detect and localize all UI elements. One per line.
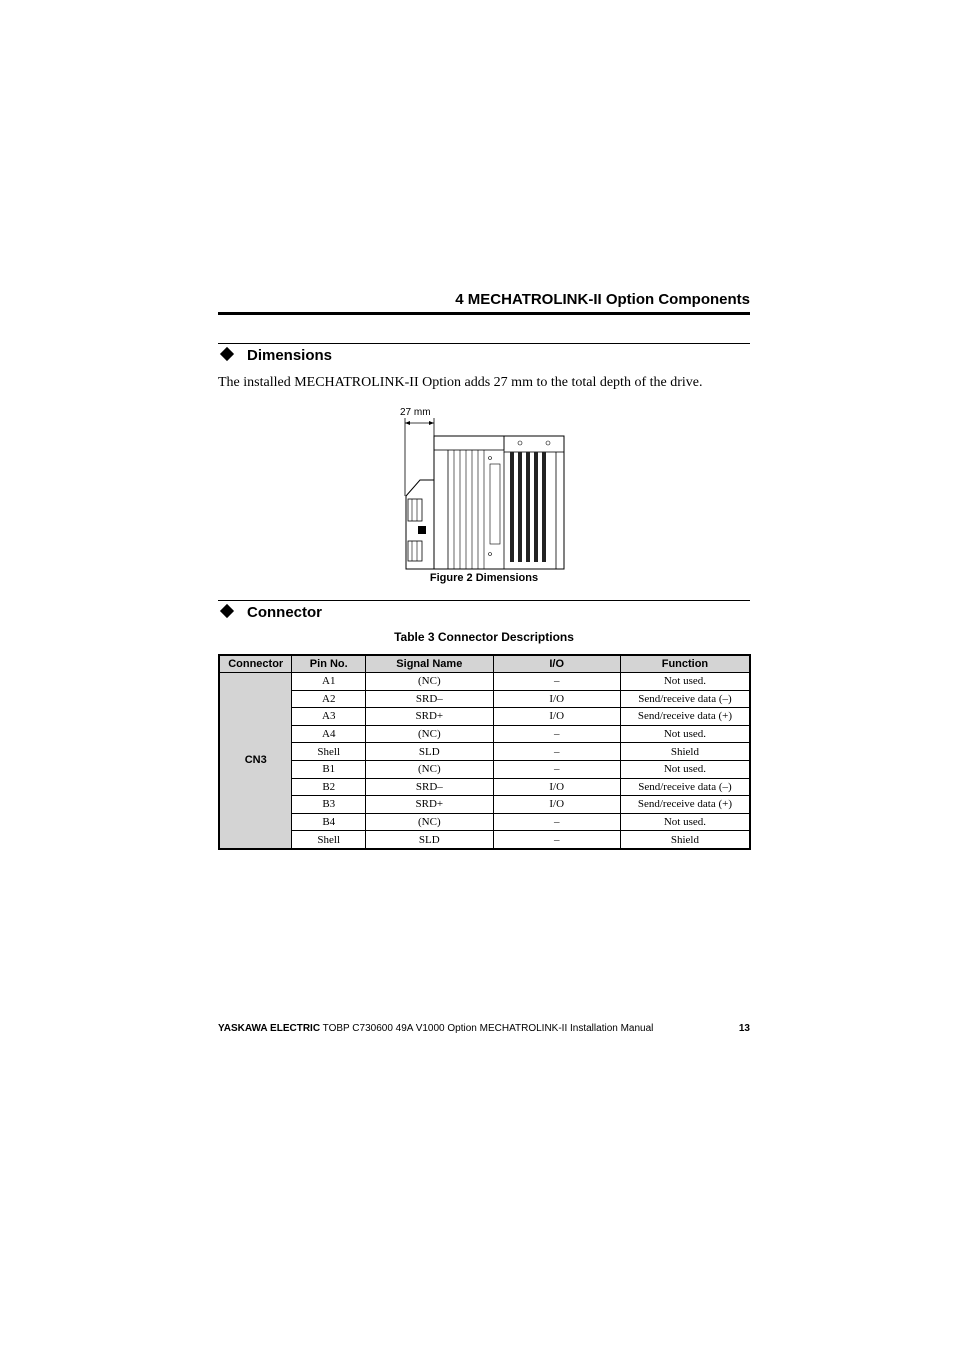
table-header-row [219, 655, 750, 673]
pin-cell: B1 [292, 760, 366, 778]
pin-cell: A4 [292, 725, 366, 743]
pin-cell: A1 [292, 673, 366, 691]
signal-cell: (NC) [366, 673, 493, 691]
io-cell: I/O [493, 708, 620, 726]
table-row [219, 725, 750, 743]
footer-manual-title: TOBP C730600 49A V1000 Option MECHATROLINK-II Installation Manual [320, 1023, 654, 1034]
signal-cell: SLD [366, 743, 493, 761]
function-cell: Send/receive data (+) [620, 708, 750, 726]
diamond-bullet-icon [220, 347, 234, 361]
pin-cell: A2 [292, 690, 366, 708]
function-cell: Send/receive data (–) [620, 690, 750, 708]
io-cell: – [493, 725, 620, 743]
pin-cell: A3 [292, 708, 366, 726]
function-cell: Not used. [620, 725, 750, 743]
section-rule-dimensions [218, 343, 750, 344]
chapter-rule [218, 312, 750, 315]
footer-manual-info [218, 1023, 653, 1034]
column-header: Connector [219, 655, 292, 673]
io-cell: – [493, 673, 620, 691]
dimensions-figure [398, 404, 570, 570]
signal-cell: SRD– [366, 690, 493, 708]
signal-cell: SRD+ [366, 796, 493, 814]
function-cell: Shield [620, 831, 750, 849]
function-cell: Not used. [620, 760, 750, 778]
table-caption: Table 3 Connector Descriptions [394, 630, 574, 644]
page-number: 13 [738, 1023, 750, 1034]
table-row [219, 796, 750, 814]
table-row [219, 760, 750, 778]
signal-cell: (NC) [366, 725, 493, 743]
column-header: Signal Name [366, 655, 493, 673]
signal-cell: SLD [366, 831, 493, 849]
column-header: Pin No. [292, 655, 366, 673]
table-row [219, 690, 750, 708]
io-cell: – [493, 743, 620, 761]
io-cell: I/O [493, 796, 620, 814]
pin-cell: B3 [292, 796, 366, 814]
dimensions-body-text: The installed MECHATROLINK-II Option adds 27 mm to the total depth of the drive. [218, 375, 703, 390]
table-row [219, 831, 750, 849]
figure-caption: Figure 2 Dimensions [429, 572, 539, 584]
pin-cell: Shell [292, 831, 366, 849]
signal-cell: (NC) [366, 760, 493, 778]
table-row [219, 673, 750, 691]
connector-heading-text: Connector [247, 604, 322, 621]
signal-cell: SRD– [366, 778, 493, 796]
function-cell: Shield [620, 743, 750, 761]
connector-table [218, 654, 751, 850]
io-cell: I/O [493, 690, 620, 708]
function-cell: Not used. [620, 673, 750, 691]
io-cell: – [493, 760, 620, 778]
signal-cell: (NC) [366, 813, 493, 831]
connector-name-cell: CN3 [219, 673, 292, 849]
table-row [219, 708, 750, 726]
signal-cell: SRD+ [366, 708, 493, 726]
io-cell: – [493, 813, 620, 831]
table-row [219, 778, 750, 796]
section-heading-dimensions [220, 347, 332, 364]
function-cell: Send/receive data (–) [620, 778, 750, 796]
section-heading-connector [220, 604, 322, 621]
diamond-bullet-icon [220, 604, 234, 618]
section-rule-connector [218, 600, 750, 601]
io-cell: I/O [493, 778, 620, 796]
pin-cell: B4 [292, 813, 366, 831]
column-header: Function [620, 655, 750, 673]
dimension-label: 27 mm [400, 407, 431, 418]
footer-brand: YASKAWA ELECTRIC [218, 1023, 321, 1034]
table-row [219, 813, 750, 831]
function-cell: Send/receive data (+) [620, 796, 750, 814]
column-header: I/O [493, 655, 620, 673]
dimensions-heading-text: Dimensions [247, 347, 333, 364]
chapter-title: 4 MECHATROLINK-II Option Components [455, 291, 750, 308]
pin-cell: Shell [292, 743, 366, 761]
table-row [219, 743, 750, 761]
io-cell: – [493, 831, 620, 849]
function-cell: Not used. [620, 813, 750, 831]
pin-cell: B2 [292, 778, 366, 796]
